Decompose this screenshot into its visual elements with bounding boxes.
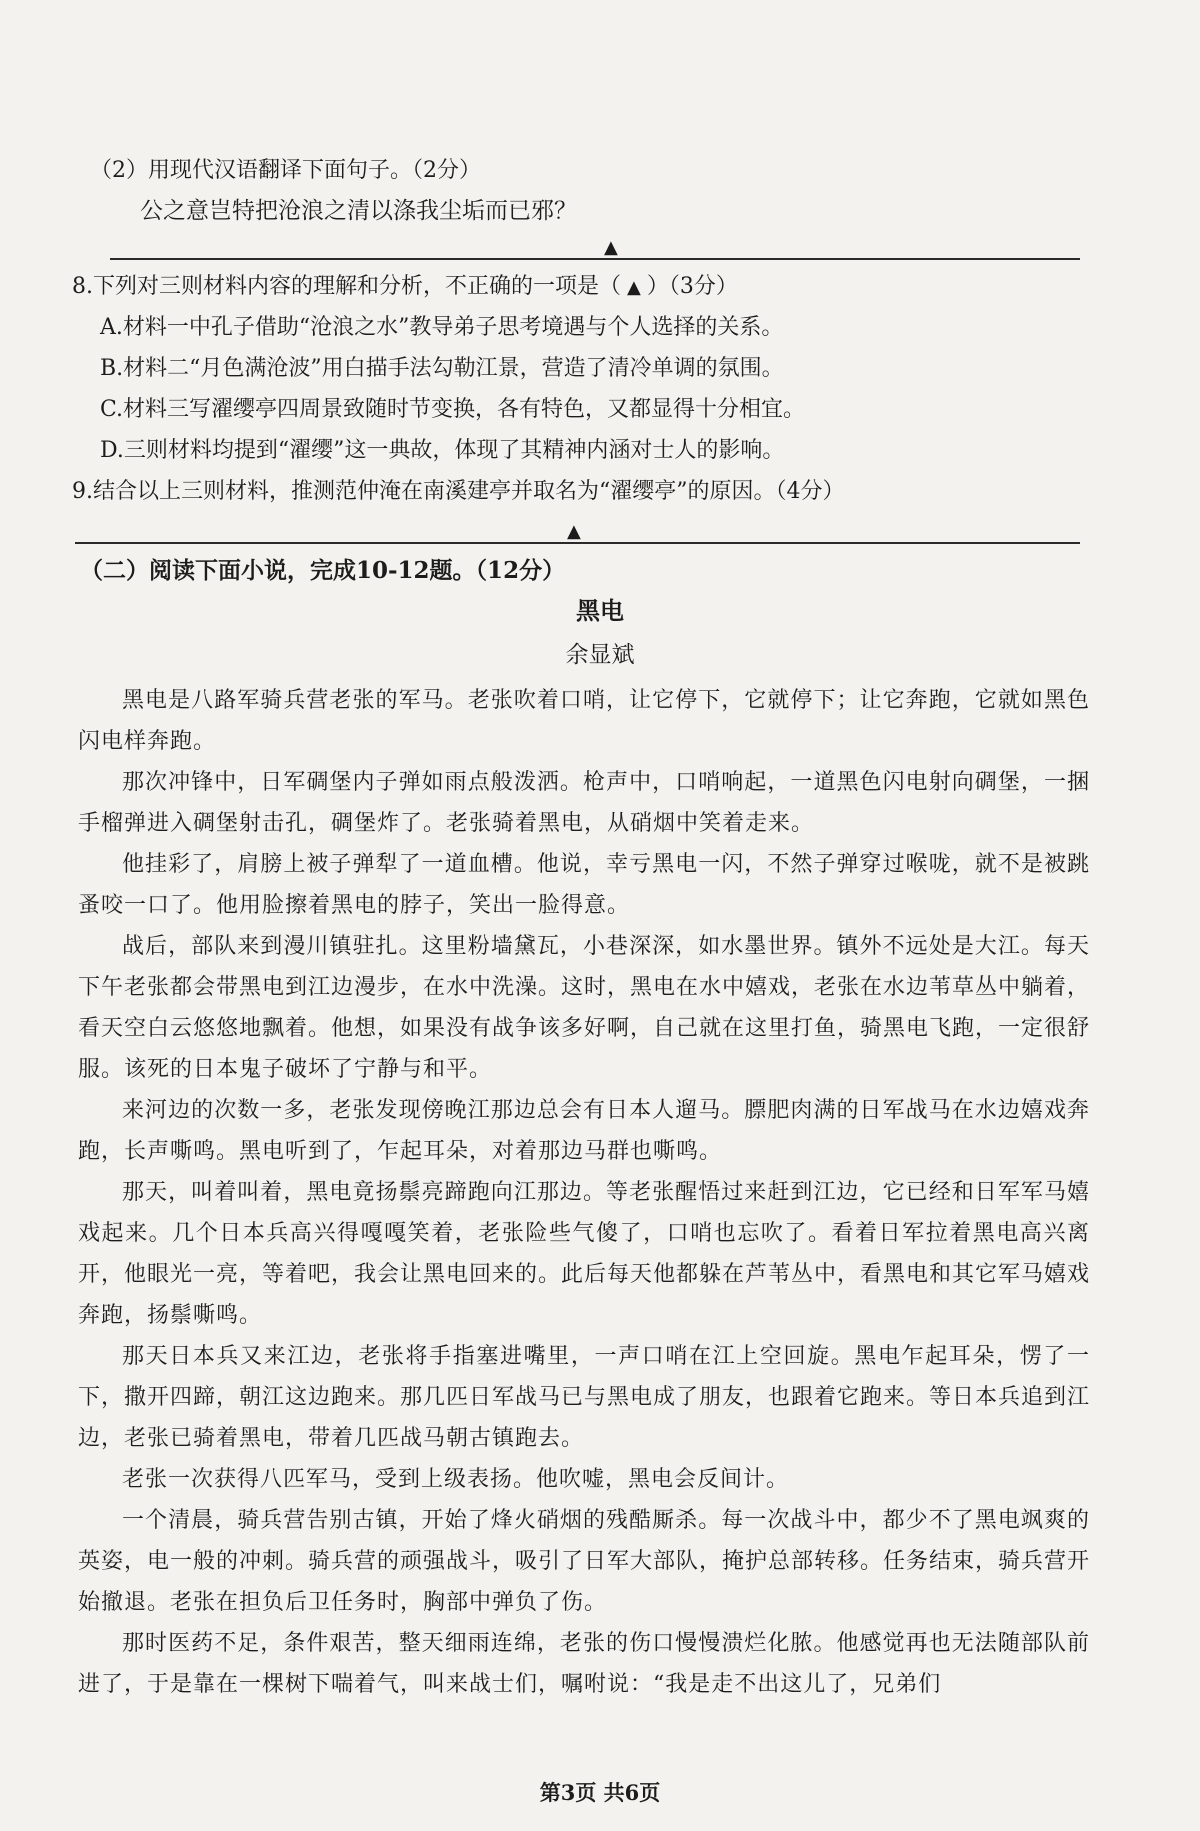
answer-triangle-mark: ▲	[604, 237, 618, 258]
section-heading: （二）阅读下面小说，完成10-12题。（12分）	[80, 557, 566, 584]
story-paragraph: 那时医药不足，条件艰苦，整天细雨连绵，老张的伤口慢慢溃烂化脓。他感觉再也无法随部队前进了，于是靠在一棵树下喘着气，叫来战士们，嘱咐说：“我是走不出这儿了，兄弟们	[78, 1631, 1090, 1697]
question-8-stem-after: ）（3分）	[646, 274, 738, 299]
option-d: D.三则材料均提到“濯缨”这一典故，体现了其精神内涵对士人的影响。	[100, 438, 785, 463]
page-footer: 第3页 共6页	[539, 1780, 661, 1805]
story-paragraph: 来河边的次数一多，老张发现傍晚江那边总会有日本人遛马。膘肥肉满的日军战马在水边嬉戏奔跑，长声嘶鸣。黑电听到了，乍起耳朵，对着那边马群也嘶鸣。	[78, 1098, 1090, 1164]
story-title: 黑电	[576, 596, 624, 625]
option-c: C.材料三写濯缨亭四周景致随时节变换，各有特色，又都显得十分相宜。	[100, 397, 806, 422]
story-paragraph: 那天日本兵又来江边，老张将手指塞进嘴里，一声口哨在江上空回旋。黑电乍起耳朵，愣了一下，撒开四蹄，朝江这边跑来。那几匹日军战马已与黑电成了朋友，也跟着它跑来。等日本兵追到江边，老张已骑着黑电，带着几匹战马朝古镇跑去。	[78, 1344, 1091, 1451]
answer-triangle-mark: ▲	[567, 521, 581, 542]
answer-line	[110, 258, 1080, 260]
question-9-stem: 9.结合以上三则材料，推测范仲淹在南溪建亭并取名为“濯缨亭”的原因。（4分）	[72, 479, 845, 504]
story-paragraph: 老张一次获得八匹军马，受到上级表扬。他吹嘘，黑电会反间计。	[122, 1467, 790, 1492]
story-paragraph: 黑电是八路军骑兵营老张的军马。老张吹着口哨，让它停下，它就停下；让它奔跑，它就如黑色闪电样奔跑。	[78, 688, 1090, 754]
story-paragraph: 他挂彩了，肩膀上被子弹犁了一道血槽。他说，幸亏黑电一闪，不然子弹穿过喉咙，就不是被跳蚤咬一口了。他用脸擦着黑电的脖子，笑出一脸得意。	[78, 852, 1090, 918]
answer-triangle-mark: ▲	[627, 277, 641, 298]
answer-line	[75, 542, 1080, 544]
option-b: B.材料二“月色满沧波”用白描手法勾勒江景，营造了清冷单调的氛围。	[100, 356, 784, 381]
question-8-stem-before: 8.下列对三则材料内容的理解和分析，不正确的一项是（	[72, 274, 621, 299]
story-paragraph: 那天，叫着叫着，黑电竟扬鬃亮蹄跑向江那边。等老张醒悟过来赶到江边，它已经和日军军马嬉戏起来。几个日本兵高兴得嘎嘎笑着，老张险些气傻了，口哨也忘吹了。看着日军拉着黑电高兴离开，他眼光一亮，等着吧，我会让黑电回来的。此后每天他都躲在芦苇丛中，看黑电和其它军马嬉戏奔跑，扬鬃嘶鸣。	[78, 1180, 1091, 1328]
story-paragraph: 战后，部队来到漫川镇驻扎。这里粉墙黛瓦，小巷深深，如水墨世界。镇外不远处是大江。每天下午老张都会带黑电到江边漫步，在水中洗澡。这时，黑电在水中嬉戏，老张在水边苇草丛中躺着，看天空白云悠悠地飘着。他想，如果没有战争该多好啊，自己就在这里打鱼，骑黑电飞跑，一定很舒服。该死的日本鬼子破坏了宁静与和平。	[78, 934, 1091, 1082]
question-7-2-prompt: （2）用现代汉语翻译下面句子。（2分）	[90, 158, 481, 183]
story-author: 余显斌	[565, 642, 635, 668]
option-a: A.材料一中孔子借助“沧浪之水”教导弟子思考境遇与个人选择的关系。	[100, 315, 784, 340]
story-paragraph: 一个清晨，骑兵营告别古镇，开始了烽火硝烟的残酷厮杀。每一次战斗中，都少不了黑电飒爽的英姿，电一般的冲刺。骑兵营的顽强战斗，吸引了日军大部队，掩护总部转移。任务结束，骑兵营开始撤退。老张在担负后卫任务时，胸部中弹负了伤。	[78, 1508, 1091, 1615]
story-paragraph: 那次冲锋中，日军碉堡内子弹如雨点般泼洒。枪声中，口哨响起，一道黑色闪电射向碉堡，一捆手榴弹进入碉堡射击孔，碉堡炸了。老张骑着黑电，从硝烟中笑着走来。	[78, 770, 1090, 836]
question-7-2-sentence: 公之意岂特把沧浪之清以涤我尘垢而已邪？	[140, 198, 577, 224]
question-8-stem	[72, 272, 738, 303]
